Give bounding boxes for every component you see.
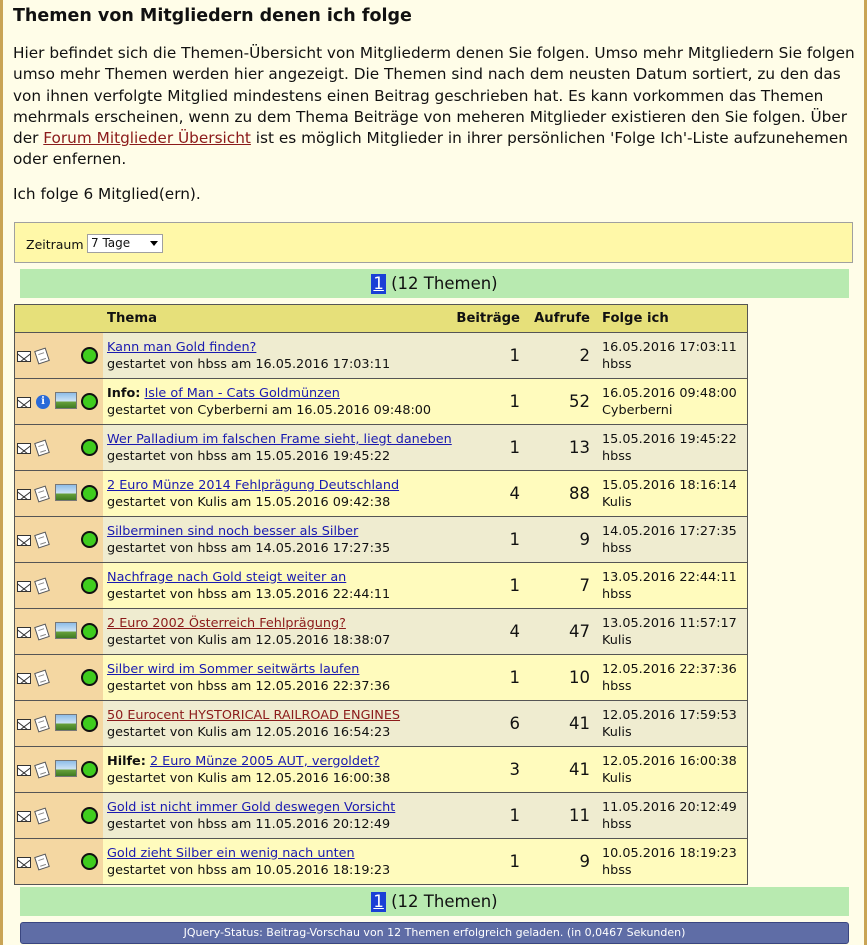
- status-online-icon: [81, 347, 98, 364]
- table-row: [15, 563, 748, 609]
- preview-doc-icon[interactable]: [34, 347, 50, 364]
- intro-part-1: Hier befindet sich die Themen-Übersicht von Mitgliederm denen Sie folgen. Umso mehr Mitgliedern Sie folgen umso mehr Themen werden hier angezeigt. Die Themen sind nach dem neusten Datum sortiert, zu den das von ihnen verfolgte Mitglied mindestens einen Beitrag geschrieben hat. Es kann vorkommen das Themen mehrmals erscheinen, wenn zu dem Thema Beiträge von meheren Mitglieder existieren den Sie folgen. Über der: [13, 44, 855, 148]
- follow-user: Kulis: [602, 724, 632, 740]
- pager-summary: (12 Themen): [391, 274, 498, 293]
- follow-date: 11.05.2016 20:12:49: [602, 799, 737, 815]
- preview-doc-icon[interactable]: [34, 577, 50, 594]
- views-count: 52: [530, 379, 594, 425]
- envelope-icon[interactable]: [17, 535, 31, 546]
- follow-date: 13.05.2016 22:44:11: [602, 569, 737, 585]
- follow-date: 10.05.2016 18:19:23: [602, 845, 737, 861]
- follow-date: 15.05.2016 19:45:22: [602, 431, 737, 447]
- image-attachment-icon: [55, 484, 77, 501]
- posts-count: 1: [456, 655, 530, 701]
- topic-icons-cell: [15, 333, 104, 379]
- preview-doc-icon[interactable]: [34, 623, 50, 640]
- follow-user: hbss: [602, 816, 632, 832]
- preview-doc-icon[interactable]: [34, 807, 50, 824]
- views-count: 41: [530, 701, 594, 747]
- preview-doc-icon[interactable]: [34, 761, 50, 778]
- topic-link[interactable]: Gold ist nicht immer Gold deswegen Vorsicht: [107, 799, 396, 815]
- posts-count: 1: [456, 333, 530, 379]
- topic-cell: [103, 839, 456, 885]
- follow-cell: [594, 793, 748, 839]
- topic-cell: [103, 655, 456, 701]
- posts-count: 1: [456, 563, 530, 609]
- status-online-icon: [81, 853, 98, 870]
- views-count: 2: [530, 333, 594, 379]
- preview-doc-icon[interactable]: [34, 485, 50, 502]
- views-count: 47: [530, 609, 594, 655]
- follow-cell: [594, 333, 748, 379]
- topic-link[interactable]: 50 Eurocent HYSTORICAL RAILROAD ENGINES: [107, 707, 401, 723]
- topic-icons-cell: [15, 517, 104, 563]
- topic-icons-cell: [15, 747, 104, 793]
- follow-user: hbss: [602, 586, 632, 602]
- follow-cell: [594, 839, 748, 885]
- page-number-link[interactable]: 1: [373, 274, 384, 293]
- topic-link[interactable]: Isle of Man - Cats Goldmünzen: [144, 385, 340, 401]
- follow-date: 15.05.2016 18:16:14: [602, 477, 737, 493]
- topic-starter: gestartet von hbss am 14.05.2016 17:27:35: [107, 540, 391, 556]
- table-row: [15, 517, 748, 563]
- posts-count: 4: [456, 609, 530, 655]
- intro-part-2: ist es möglich Mitglieder in ihrer persönlichen 'Folge Ich'-Liste aufzunehemen oder enfernen.: [13, 129, 848, 169]
- topics-table: [14, 304, 748, 885]
- topic-link[interactable]: Gold zieht Silber ein wenig nach unten: [107, 845, 355, 861]
- topic-starter: gestartet von Kulis am 15.05.2016 09:42:38: [107, 494, 391, 510]
- follow-cell: [594, 563, 748, 609]
- envelope-icon[interactable]: [17, 857, 31, 868]
- topic-starter: gestartet von hbss am 10.05.2016 18:19:23: [107, 862, 391, 878]
- pager-top: [20, 269, 849, 298]
- posts-count: 4: [456, 471, 530, 517]
- envelope-icon[interactable]: [17, 581, 31, 592]
- topic-icons-cell: [15, 471, 104, 517]
- follow-user: hbss: [602, 540, 632, 556]
- views-count: 9: [530, 517, 594, 563]
- table-row: [15, 471, 748, 517]
- posts-count: 1: [456, 425, 530, 471]
- status-online-icon: [81, 439, 98, 456]
- follow-user: hbss: [602, 862, 632, 878]
- page-title: Themen von Mitgliedern denen ich folge: [13, 6, 412, 26]
- pager-bottom: [20, 887, 849, 916]
- posts-count: 6: [456, 701, 530, 747]
- chevron-down-icon: [150, 241, 158, 246]
- table-row: [15, 379, 748, 425]
- follow-date: 16.05.2016 09:48:00: [602, 385, 737, 401]
- topic-icons-cell: [15, 839, 104, 885]
- intro-text: [13, 43, 858, 171]
- follow-date: 12.05.2016 16:00:38: [602, 753, 737, 769]
- topic-link[interactable]: Nachfrage nach Gold steigt weiter an: [107, 569, 347, 585]
- follow-cell: [594, 747, 748, 793]
- table-row: [15, 333, 748, 379]
- topic-icons-cell: [15, 701, 104, 747]
- topic-link[interactable]: Silberminen sind noch besser als Silber: [107, 523, 359, 539]
- topic-cell: [103, 609, 456, 655]
- follow-cell: [594, 701, 748, 747]
- status-online-icon: [81, 531, 98, 548]
- topic-icons-cell: [15, 379, 104, 425]
- header-folge-ich: Folge ich: [602, 311, 669, 326]
- status-online-icon: [81, 715, 98, 732]
- follow-date: 16.05.2016 17:03:11: [602, 339, 737, 355]
- header-icons: [15, 305, 104, 333]
- topic-cell: [103, 471, 456, 517]
- header-thema: Thema: [107, 311, 157, 326]
- table-row: [15, 839, 748, 885]
- posts-count: 1: [456, 379, 530, 425]
- topic-starter: gestartet von hbss am 15.05.2016 19:45:22: [107, 448, 391, 464]
- topic-prefix: Info:: [107, 385, 141, 401]
- table-row: [15, 609, 748, 655]
- follow-count: Ich folge 6 Mitglied(ern).: [13, 185, 201, 203]
- envelope-icon[interactable]: [17, 627, 31, 638]
- topic-starter: gestartet von Kulis am 12.05.2016 16:00:38: [107, 770, 391, 786]
- topic-cell: [103, 425, 456, 471]
- topic-starter: gestartet von Kulis am 12.05.2016 18:38:07: [107, 632, 391, 648]
- follow-user: Kulis: [602, 770, 632, 786]
- timeframe-select-value: 7 Tage: [91, 236, 131, 250]
- posts-count: 1: [456, 517, 530, 563]
- follow-user: hbss: [602, 678, 632, 694]
- envelope-icon[interactable]: [17, 397, 31, 408]
- forum-members-overview-link[interactable]: Forum Mitglieder Übersicht: [43, 129, 251, 148]
- status-online-icon: [81, 669, 98, 686]
- preview-doc-icon[interactable]: [34, 715, 50, 732]
- preview-doc-icon[interactable]: [34, 439, 50, 456]
- topic-starter: gestartet von Kulis am 12.05.2016 16:54:23: [107, 724, 391, 740]
- follow-cell: [594, 517, 748, 563]
- follow-date: 12.05.2016 17:59:53: [602, 707, 737, 723]
- follow-user: Kulis: [602, 632, 632, 648]
- topic-cell: [103, 563, 456, 609]
- status-online-icon: [81, 761, 98, 778]
- topic-starter: gestartet von Cyberberni am 16.05.2016 09:48:00: [107, 402, 432, 418]
- info-icon: i: [36, 395, 50, 409]
- posts-count: 1: [456, 793, 530, 839]
- image-attachment-icon: [55, 622, 77, 639]
- follow-user: hbss: [602, 448, 632, 464]
- follow-cell: [594, 609, 748, 655]
- preview-doc-icon[interactable]: [34, 531, 50, 548]
- topic-starter: gestartet von hbss am 12.05.2016 22:37:36: [107, 678, 391, 694]
- topic-cell: [103, 517, 456, 563]
- table-row: [15, 793, 748, 839]
- image-attachment-icon: [55, 714, 77, 731]
- views-count: 11: [530, 793, 594, 839]
- views-count: 10: [530, 655, 594, 701]
- status-online-icon: [81, 485, 98, 502]
- status-online-icon: [81, 623, 98, 640]
- topic-link[interactable]: Wer Palladium im falschen Frame sieht, liegt daneben: [107, 431, 452, 447]
- views-count: 41: [530, 747, 594, 793]
- topic-link[interactable]: 2 Euro Münze 2005 AUT, vergoldet?: [149, 753, 380, 769]
- follow-date: 12.05.2016 22:37:36: [602, 661, 737, 677]
- table-row: [15, 425, 748, 471]
- topic-starter: gestartet von hbss am 11.05.2016 20:12:49: [107, 816, 391, 832]
- preview-doc-icon[interactable]: [34, 853, 50, 870]
- follow-cell: [594, 425, 748, 471]
- topic-icons-cell: [15, 563, 104, 609]
- follow-date: 13.05.2016 11:57:17: [602, 615, 737, 631]
- follow-user: Kulis: [602, 494, 632, 510]
- follow-cell: [594, 655, 748, 701]
- follow-user: hbss: [602, 356, 632, 372]
- follow-cell: [594, 379, 748, 425]
- status-online-icon: [81, 393, 98, 410]
- image-attachment-icon: [55, 392, 77, 409]
- topic-starter: gestartet von hbss am 13.05.2016 22:44:11: [107, 586, 391, 602]
- status-online-icon: [81, 807, 98, 824]
- envelope-icon[interactable]: [17, 351, 31, 362]
- follow-cell: [594, 471, 748, 517]
- posts-count: 3: [456, 747, 530, 793]
- views-count: 7: [530, 563, 594, 609]
- envelope-icon[interactable]: [17, 811, 31, 822]
- topic-starter: gestartet von hbss am 16.05.2016 17:03:11: [107, 356, 391, 372]
- preview-doc-icon[interactable]: [34, 669, 50, 686]
- header-aufrufe: Aufrufe: [534, 311, 590, 326]
- topic-cell: [103, 701, 456, 747]
- posts-count: 1: [456, 839, 530, 885]
- topic-icons-cell: [15, 793, 104, 839]
- envelope-icon[interactable]: [17, 765, 31, 776]
- follow-user: Cyberberni: [602, 402, 673, 418]
- timeframe-label: Zeitraum: [26, 237, 84, 252]
- topic-cell: [103, 333, 456, 379]
- topic-link[interactable]: 2 Euro 2002 Österreich Fehlprägung?: [107, 615, 346, 631]
- timeframe-filter-box: [14, 222, 853, 263]
- table-row: [15, 655, 748, 701]
- follow-date: 14.05.2016 17:27:35: [602, 523, 737, 539]
- topic-icons-cell: [15, 609, 104, 655]
- views-count: 9: [530, 839, 594, 885]
- topic-icons-cell: [15, 655, 104, 701]
- envelope-icon[interactable]: [17, 489, 31, 500]
- envelope-icon[interactable]: [17, 443, 31, 454]
- header-beitraege: Beiträge: [456, 311, 520, 326]
- topic-link[interactable]: Kann man Gold finden?: [107, 339, 257, 355]
- views-count: 88: [530, 471, 594, 517]
- topic-icons-cell: [15, 425, 104, 471]
- views-count: 13: [530, 425, 594, 471]
- topic-link[interactable]: Silber wird im Sommer seitwärts laufen: [107, 661, 360, 677]
- pager-summary: (12 Themen): [391, 892, 498, 911]
- envelope-icon[interactable]: [17, 719, 31, 730]
- topic-link[interactable]: 2 Euro Münze 2014 Fehlprägung Deutschland: [107, 477, 400, 493]
- table-row: [15, 747, 748, 793]
- page-number-link[interactable]: 1: [373, 892, 384, 911]
- topic-cell: [103, 379, 456, 425]
- table-header-row: [15, 305, 748, 333]
- image-attachment-icon: [55, 760, 77, 777]
- envelope-icon[interactable]: [17, 673, 31, 684]
- status-online-icon: [81, 577, 98, 594]
- jquery-status-bar: JQuery-Status: Beitrag-Vorschau von 12 Themen erfolgreich geladen. (in 0,0467 Sekunden): [20, 922, 849, 944]
- topic-prefix: Hilfe:: [107, 753, 146, 769]
- topic-cell: [103, 747, 456, 793]
- timeframe-select[interactable]: [87, 234, 163, 253]
- table-row: [15, 701, 748, 747]
- topic-cell: [103, 793, 456, 839]
